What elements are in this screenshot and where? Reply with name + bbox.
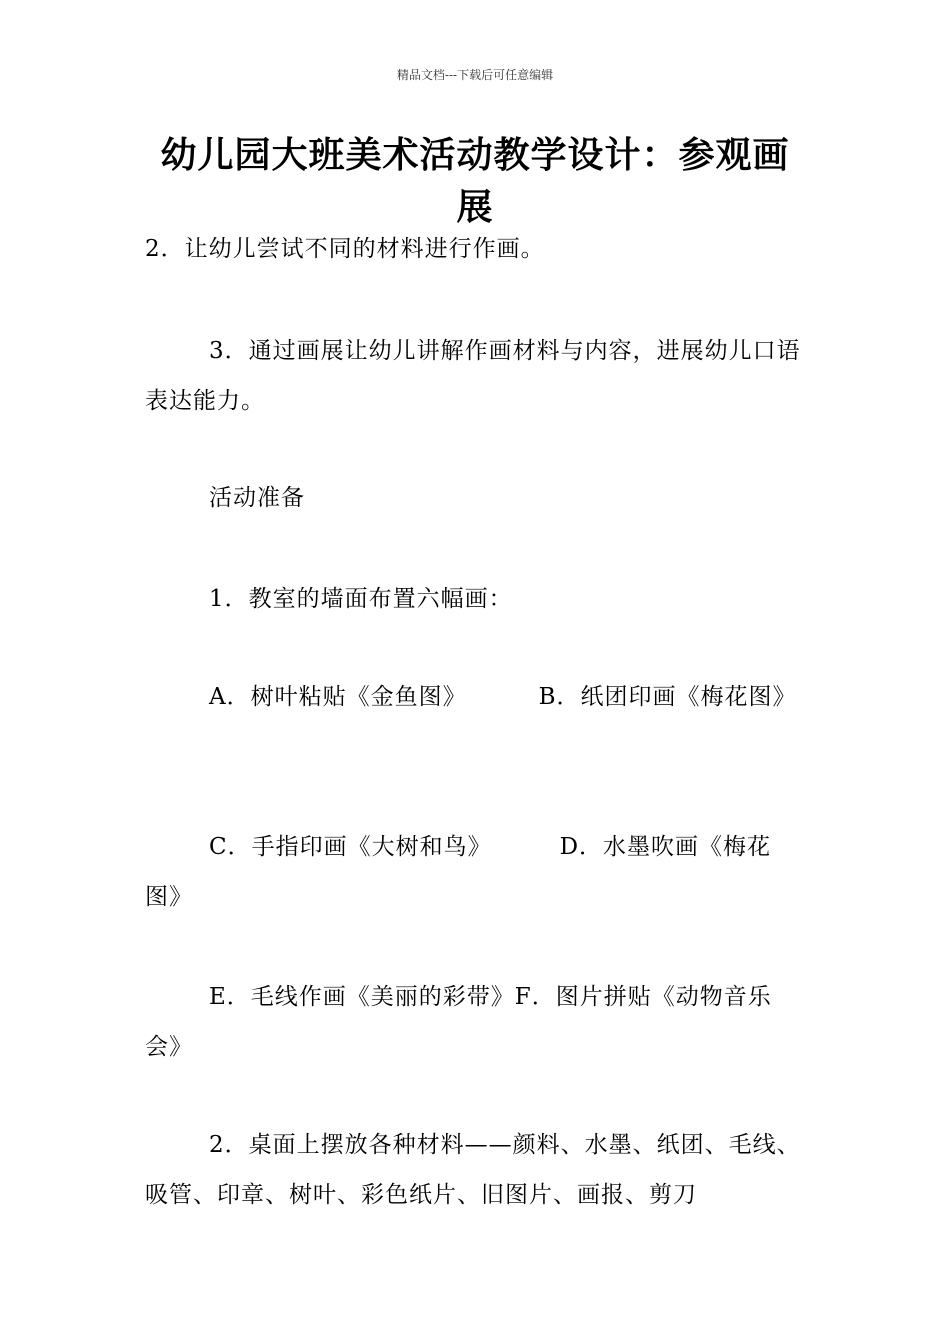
painting-c: C．手指印画《大树和鸟》 xyxy=(209,834,492,860)
paragraph-paintings-ab xyxy=(145,672,807,722)
painting-d: D．水墨吹画《梅花图》 xyxy=(145,834,772,910)
paragraph-goal-3: 3．通过画展让幼儿讲解作画材料与内容，进展幼儿口语表达能力。 xyxy=(145,338,801,414)
paragraph-prep-2: 2．桌面上摆放各种材料——颜料、水墨、纸团、毛线、吸管、印章、树叶、彩色纸片、旧图片、画报、剪刀 xyxy=(145,1132,801,1208)
document-title: 幼儿园大班美术活动教学设计：参观画展 xyxy=(160,135,790,228)
header-note: 精品文档---下载后可任意编辑 xyxy=(396,68,554,82)
paragraph-paintings-ef: E．毛线作画《美丽的彩带》F．图片拼贴《动物音乐会》 xyxy=(145,984,772,1060)
paragraph-goal-2: 2．让幼儿尝试不同的材料进行作画。 xyxy=(145,236,545,262)
paragraph-paintings-cd xyxy=(145,822,807,922)
paragraph-prep-1: 1．教室的墙面布置六幅画： xyxy=(209,586,513,612)
painting-a: A．树叶粘贴《金鱼图》 xyxy=(209,684,467,710)
section-heading-preparation: 活动准备 xyxy=(209,485,305,511)
painting-b: B．纸团印画《梅花图》 xyxy=(538,684,797,710)
